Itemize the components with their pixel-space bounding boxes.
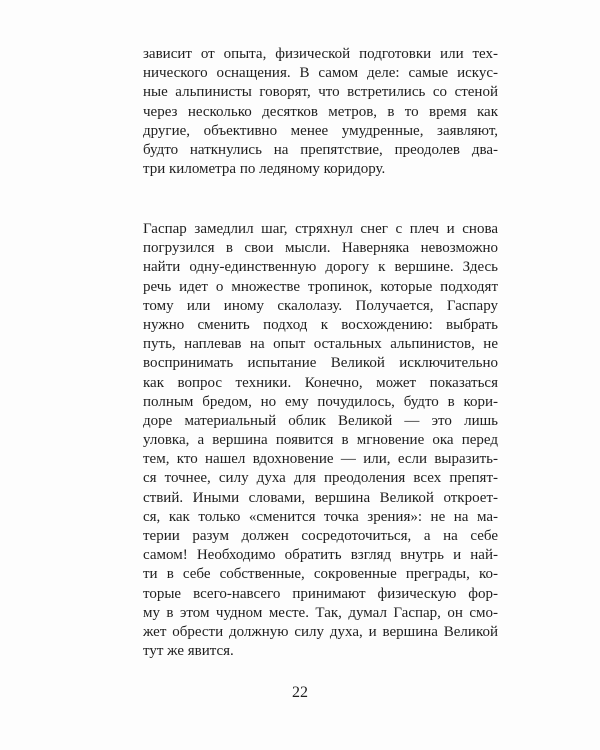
text-line: через несколько десятков метров, в то время как	[143, 103, 498, 120]
text-line: другие, объективно менее умудренные, заявляют,	[143, 122, 498, 139]
text-line: терии разум должен сосредоточиться, а на себе	[143, 528, 498, 544]
text-line: тут же явится.	[143, 643, 234, 660]
text-line: найти одну-единственную дорогу к вершине. Здесь	[143, 259, 498, 276]
text-line: тому или иному скалолазу. Получается, Гаспару	[143, 297, 498, 314]
text-line: му в этом чудном месте. Так, думал Гаспар, он смо-	[143, 604, 498, 621]
text-line: ся, как только «сменится точка зрения»: не на ма-	[143, 508, 498, 525]
text-line: будто наткнулись на препятствие, преодолев два-	[143, 141, 498, 158]
text-line: жет обрести должную силу духа, и вершина Великой	[143, 623, 498, 640]
text-line: ти в себе собственные, сокровенные преграды, ко-	[143, 566, 498, 583]
text-line: торые всего-навсего принимают физическую фор-	[143, 585, 498, 602]
text-line: три километра по ледяному коридору.	[143, 161, 386, 178]
text-line: нужно сменить подход к восхождению: выбрать	[143, 316, 498, 333]
text-line: погрузился в свои мысли. Наверняка невозможно	[143, 240, 498, 257]
paragraph	[143, 45, 498, 179]
text-line: тем, кто нашел вдохновение — или, если выразить-	[143, 451, 498, 468]
text-line: зависит от опыта, физической подготовки или тех-	[143, 46, 498, 62]
text-line: ся точнее, силу духа для преодоления всех препят-	[143, 470, 498, 487]
text-line: полным бредом, но ему почудилось, будто в кори-	[143, 393, 498, 410]
paragraph	[143, 220, 498, 661]
text-line: ствий. Иными словами, вершина Великой откроет-	[143, 489, 498, 506]
text-line: уловка, а вершина появится в мгновение ока перед	[143, 432, 498, 449]
text-line: путь, наплевав на опыт остальных альпинистов, не	[143, 336, 498, 353]
text-line: как вопрос техники. Конечно, может показаться	[143, 374, 498, 391]
text-line: воспринимать испытание Великой исключительно	[143, 355, 498, 372]
text-line: Гаспар замедлил шаг, стряхнул снег с плеч и снова	[143, 221, 498, 237]
text-line: речь идет о множестве тропинок, которые подходят	[143, 278, 498, 295]
page-number: 22	[292, 684, 308, 701]
text-line: доре материальный облик Великой — это лишь	[143, 412, 498, 429]
text-line: нического оснащения. В самом деле: самые искус-	[143, 65, 498, 82]
text-line: ные альпинисты говорят, что встретились со стеной	[143, 84, 498, 101]
text-line: самом! Необходимо обратить взгляд внутрь и най-	[143, 547, 498, 564]
